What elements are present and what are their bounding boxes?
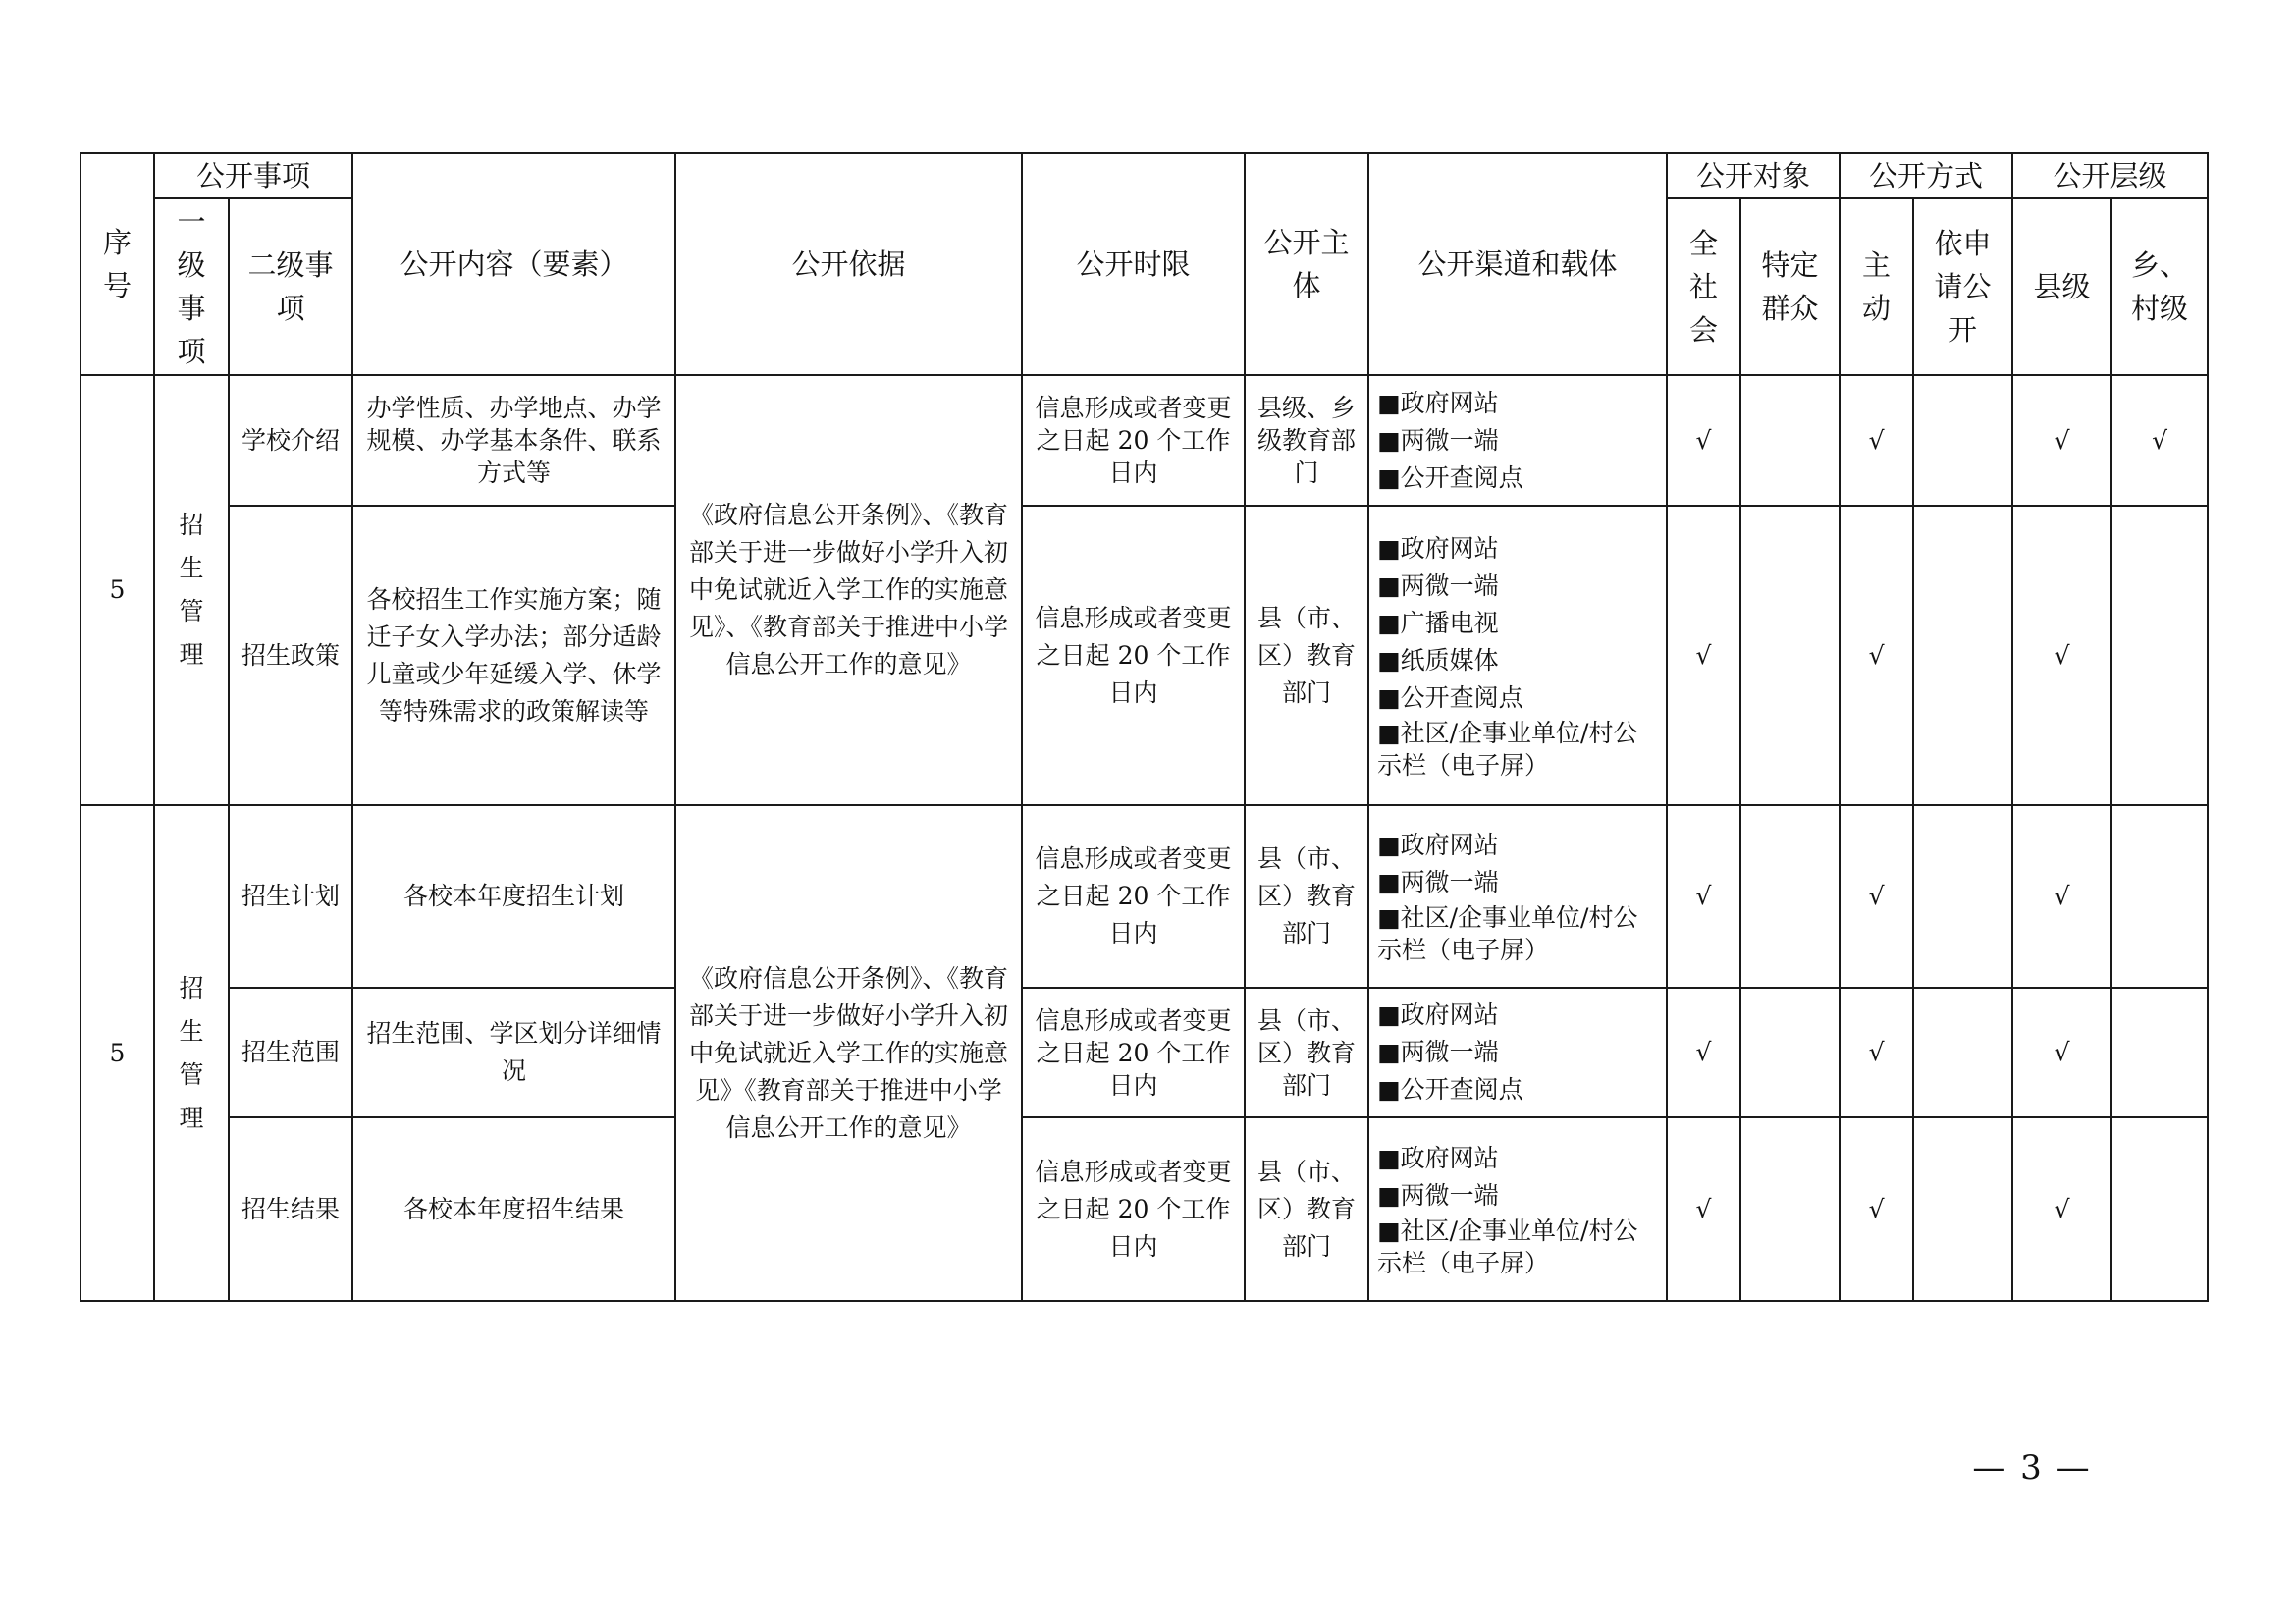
content-cell: 各校本年度招生计划 [352,805,675,988]
target-specific-check [1740,805,1840,988]
content-cell: 招生范围、学区划分详细情况 [352,988,675,1117]
level-county-check: √ [2012,506,2111,805]
table-row [80,375,2208,506]
method-active-check: √ [1840,506,1913,805]
time-limit-cell: 信息形成或者变更之日起 20 个工作日内 [1022,1117,1245,1301]
header-time-limit: 公开时限 [1022,153,1245,375]
header-level2: 二级事项 [229,198,352,375]
disclosure-table [80,152,2209,1302]
table-row [80,988,2208,1117]
method-request-check [1913,506,2012,805]
header-subject: 公开主体 [1245,153,1368,375]
method-active-check: √ [1840,1117,1913,1301]
target-all-check: √ [1667,988,1740,1117]
table-row [80,805,2208,988]
method-request-check [1913,988,2012,1117]
header-group-target: 公开对象 [1667,153,1840,198]
level-town-check [2111,805,2208,988]
level1-cell: 招生管理 [154,805,229,1301]
method-active-check: √ [1840,988,1913,1117]
time-limit-cell: 信息形成或者变更之日起 20 个工作日内 [1022,375,1245,506]
content-cell: 各校招生工作实施方案；随迁子女入学办法；部分适龄儿童或少年延缓入学、休学等特殊需求的政策解读等 [352,506,675,805]
channel-item: ■两微一端 [1377,570,1499,600]
target-all-check: √ [1667,1117,1740,1301]
level-town-check: √ [2111,375,2208,506]
header-group-level: 公开层级 [2012,153,2208,198]
method-active-check: √ [1840,805,1913,988]
content-cell: 办学性质、办学地点、办学规模、办学基本条件、联系方式等 [352,375,675,506]
target-all-check: √ [1667,506,1740,805]
header-method-active: 主动 [1840,198,1913,375]
table-header [80,153,2208,375]
header-level1: 一级事项 [154,198,229,375]
basis-cell: 《政府信息公开条例》、《教育部关于进一步做好小学升入初中免试就近入学工作的实施意见》《教育部关于推进中小学信息公开工作的意见》 [675,805,1022,1301]
channel-cell [1368,805,1667,988]
channel-cell [1368,1117,1667,1301]
header-basis: 公开依据 [675,153,1022,375]
level-county-check: √ [2012,375,2111,506]
channel-item: ■社区/企事业单位/村公示栏（电子屏） [1377,903,1638,964]
basis-cell: 《政府信息公开条例》、《教育部关于进一步做好小学升入初中免试就近入学工作的实施意见》、《教育部关于推进中小学信息公开工作的意见》 [675,375,1022,805]
seq-cell: 5 [80,375,154,805]
subject-cell: 县（市、区）教育部门 [1245,805,1368,988]
channel-item: ■两微一端 [1377,1038,1499,1066]
channel-item: ■两微一端 [1377,868,1499,896]
channel-item: ■政府网站 [1377,831,1499,859]
time-limit-cell: 信息形成或者变更之日起 20 个工作日内 [1022,506,1245,805]
subject-cell: 县（市、区）教育部门 [1245,988,1368,1117]
level2-cell: 招生范围 [229,988,352,1117]
channel-item: ■两微一端 [1377,425,1499,455]
subject-cell: 县（市、区）教育部门 [1245,506,1368,805]
method-request-check [1913,375,2012,506]
level2-cell: 招生计划 [229,805,352,988]
channel-item: ■公开查阅点 [1377,682,1523,712]
channel-item: ■政府网站 [1377,388,1499,417]
level-county-check: √ [2012,988,2111,1117]
channel-item: ■纸质媒体 [1377,645,1499,675]
channel-item: ■社区/企事业单位/村公示栏（电子屏） [1377,1216,1638,1277]
target-specific-check [1740,506,1840,805]
channel-item: ■公开查阅点 [1377,1075,1523,1104]
level-town-check [2111,1117,2208,1301]
header-level-town: 乡、村级 [2111,198,2208,375]
time-limit-cell: 信息形成或者变更之日起 20 个工作日内 [1022,988,1245,1117]
header-method-request: 依申请公开 [1913,198,2012,375]
header-level-county: 县级 [2012,198,2111,375]
channel-cell [1368,375,1667,506]
header-target-specific: 特定群众 [1740,198,1840,375]
level2-cell: 学校介绍 [229,375,352,506]
channel-cell [1368,988,1667,1117]
header-group-method: 公开方式 [1840,153,2012,198]
seq-cell: 5 [80,805,154,1301]
target-specific-check [1740,1117,1840,1301]
content-cell: 各校本年度招生结果 [352,1117,675,1301]
target-specific-check [1740,375,1840,506]
table-body [80,375,2208,1301]
subject-cell: 县（市、区）教育部门 [1245,1117,1368,1301]
table-row [80,1117,2208,1301]
level2-cell: 招生政策 [229,506,352,805]
header-target-all: 全社会 [1667,198,1740,375]
channel-item: ■社区/企事业单位/村公示栏（电子屏） [1377,718,1638,780]
time-limit-cell: 信息形成或者变更之日起 20 个工作日内 [1022,805,1245,988]
target-all-check: √ [1667,805,1740,988]
channel-item: ■政府网站 [1377,533,1499,563]
target-all-check: √ [1667,375,1740,506]
target-specific-check [1740,988,1840,1117]
channel-cell [1368,506,1667,805]
table-row [80,506,2208,805]
method-request-check [1913,1117,2012,1301]
channel-item: ■两微一端 [1377,1180,1499,1210]
level2-cell: 招生结果 [229,1117,352,1301]
method-request-check [1913,805,2012,988]
level1-cell: 招生管理 [154,375,229,805]
channel-item: ■政府网站 [1377,1001,1499,1029]
header-seq: 序号 [80,153,154,375]
header-content: 公开内容（要素） [352,153,675,375]
header-group-items: 公开事项 [154,153,352,198]
channel-item: ■公开查阅点 [1377,462,1523,492]
level-county-check: √ [2012,1117,2111,1301]
level-county-check: √ [2012,805,2111,988]
channel-item: ■广播电视 [1377,608,1499,637]
level-town-check [2111,506,2208,805]
level-town-check [2111,988,2208,1117]
subject-cell: 县级、乡级教育部门 [1245,375,1368,506]
header-channel: 公开渠道和载体 [1368,153,1667,375]
channel-item: ■政府网站 [1377,1143,1499,1172]
page-number: — 3 — [1972,1448,2092,1488]
method-active-check: √ [1840,375,1913,506]
